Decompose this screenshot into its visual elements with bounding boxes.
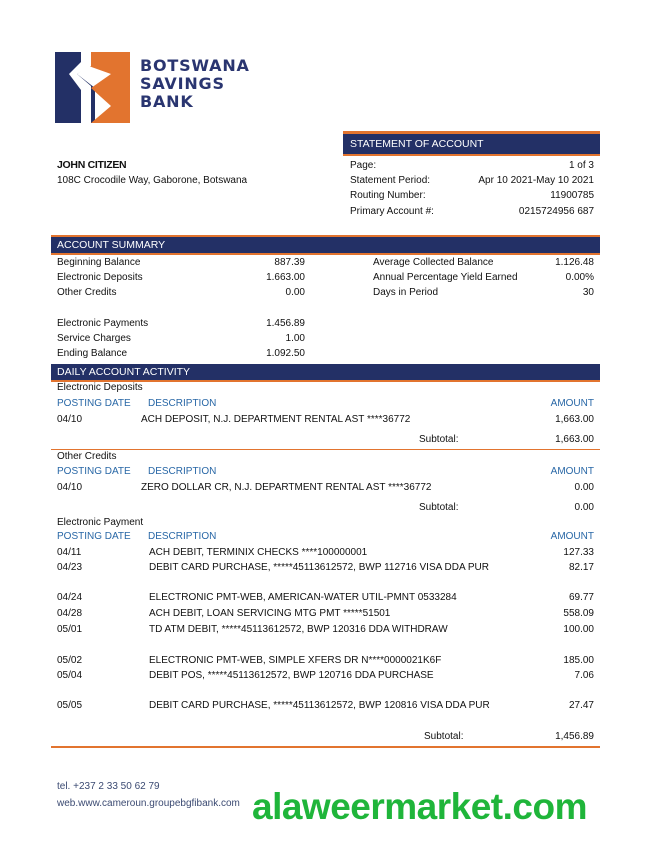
column-header-amount: AMOUNT xyxy=(550,531,594,542)
summary-value: 887.39 xyxy=(274,257,305,268)
statement-label: Routing Number: xyxy=(350,190,426,201)
transaction-description: ACH DEBIT, LOAN SERVICING MTG PMT *****51501 xyxy=(149,608,391,619)
transaction-description: DEBIT CARD PURCHASE, *****45113612572, BWP 112716 VISA DDA PUR xyxy=(149,562,489,573)
transaction-date: 04/23 xyxy=(57,562,83,573)
account-summary-header: ACCOUNT SUMMARY xyxy=(51,237,600,253)
column-header-description: DESCRIPTION xyxy=(148,531,217,542)
footer-website[interactable]: web.www.cameroun.groupebgfibank.com xyxy=(57,798,240,809)
statement-value: Apr 10 2021-May 10 2021 xyxy=(478,175,594,186)
summary-value: 0.00% xyxy=(565,272,594,283)
transaction-amount: 7.06 xyxy=(574,670,594,681)
statement-row-routing xyxy=(350,190,594,201)
transaction-description: ZERO DOLLAR CR, N.J. DEPARTMENT RENTAL AST ****36772 xyxy=(141,482,432,493)
summary-label: Other Credits xyxy=(57,287,117,298)
transaction-amount: 82.17 xyxy=(568,562,594,573)
statement-title-underline xyxy=(343,154,600,156)
transaction-amount: 558.09 xyxy=(563,608,594,619)
bank-logo-icon xyxy=(55,52,130,123)
section-title-payments: Electronic Payment xyxy=(57,517,144,528)
transaction-amount: 185.00 xyxy=(563,655,594,666)
column-header-amount: AMOUNT xyxy=(550,398,594,409)
section-title-deposits: Electronic Deposits xyxy=(57,382,143,393)
transaction-description: ELECTRONIC PMT-WEB, SIMPLE XFERS DR N****0000021K6F xyxy=(149,655,442,666)
transaction-amount: 0.00 xyxy=(574,482,594,493)
transaction-description: DEBIT CARD PURCHASE, *****45113612572, BWP 120816 VISA DDA PUR xyxy=(149,700,490,711)
column-header-date: POSTING DATE xyxy=(57,466,131,477)
transaction-description: TD ATM DEBIT, *****45113612572, BWP 120316 DDA WITHDRAW xyxy=(149,624,448,635)
daily-activity-header: DAILY ACCOUNT ACTIVITY xyxy=(51,364,600,380)
subtotal-value: 1,456.89 xyxy=(555,731,594,742)
summary-label: Service Charges xyxy=(57,333,131,344)
summary-label: Ending Balance xyxy=(57,348,128,359)
transaction-description: DEBIT POS, *****45113612572, BWP 120716 DDA PURCHASE xyxy=(149,670,434,681)
column-header-description: DESCRIPTION xyxy=(148,466,217,477)
transaction-date: 04/24 xyxy=(57,592,83,603)
summary-bottom-line xyxy=(51,253,600,255)
transaction-amount: 27.47 xyxy=(568,700,594,711)
customer-name: JOHN CITIZEN xyxy=(57,159,127,171)
summary-value: 0.00 xyxy=(285,287,305,298)
summary-value: 1.126.48 xyxy=(555,257,594,268)
bank-name-line: BANK xyxy=(140,92,194,111)
statement-label: Page: xyxy=(350,160,377,171)
bank-name-line: BOTSWANA xyxy=(140,56,250,75)
column-header-date: POSTING DATE xyxy=(57,398,131,409)
transaction-amount: 127.33 xyxy=(563,547,594,558)
transaction-date: 04/11 xyxy=(57,547,82,558)
summary-label: Beginning Balance xyxy=(57,257,141,268)
transaction-date: 05/04 xyxy=(57,670,83,681)
statement-title: STATEMENT OF ACCOUNT xyxy=(343,131,600,154)
customer-address: 108C Crocodile Way, Gaborone, Botswana xyxy=(57,175,248,186)
section-bottom-divider xyxy=(51,746,600,748)
transaction-amount: 69.77 xyxy=(568,592,594,603)
summary-label: Electronic Payments xyxy=(57,318,149,329)
transaction-date: 05/05 xyxy=(57,700,83,711)
summary-value: 1.456.89 xyxy=(266,318,305,329)
transaction-date: 04/10 xyxy=(57,482,83,493)
bank-name xyxy=(140,57,250,111)
transaction-description: ACH DEPOSIT, N.J. DEPARTMENT RENTAL AST ****36772 xyxy=(141,414,411,425)
statement-value: 0215724956 687 xyxy=(518,206,594,217)
column-header-date: POSTING DATE xyxy=(57,531,131,542)
summary-label: Average Collected Balance xyxy=(373,257,494,268)
transaction-amount: 1,663.00 xyxy=(555,414,594,425)
transaction-date: 04/28 xyxy=(57,608,83,619)
summary-value: 1.663.00 xyxy=(266,272,305,283)
statement-label: Primary Account #: xyxy=(350,206,434,217)
transaction-description: ACH DEBIT, TERMINIX CHECKS ****100000001 xyxy=(149,547,368,558)
subtotal-label: Subtotal: xyxy=(419,434,459,445)
watermark-text: alaweermarket.com xyxy=(252,786,587,827)
summary-value: 1.00 xyxy=(285,333,305,344)
section-title-other-credits: Other Credits xyxy=(57,451,117,462)
column-header-amount: AMOUNT xyxy=(550,466,594,477)
statement-value: 11900785 xyxy=(550,190,594,201)
transaction-date: 05/01 xyxy=(57,624,83,635)
transaction-date: 04/10 xyxy=(57,414,83,425)
statement-row-period xyxy=(350,175,594,186)
summary-value: 1.092.50 xyxy=(266,348,305,359)
summary-value: 30 xyxy=(582,287,594,298)
transaction-amount: 100.00 xyxy=(563,624,594,635)
statement-label: Statement Period: xyxy=(350,175,431,186)
statement-row-page xyxy=(350,160,594,171)
column-header-description: DESCRIPTION xyxy=(148,398,217,409)
statement-value: 1 of 3 xyxy=(568,160,594,171)
section-divider xyxy=(51,449,600,450)
summary-label: Days in Period xyxy=(373,287,439,298)
subtotal-value: 0.00 xyxy=(574,502,594,513)
bank-name-line: SAVINGS xyxy=(140,74,225,93)
subtotal-label: Subtotal: xyxy=(419,502,459,513)
transaction-description: ELECTRONIC PMT-WEB, AMERICAN-WATER UTIL-PMNT 0533284 xyxy=(149,592,457,603)
summary-label: Electronic Deposits xyxy=(57,272,143,283)
subtotal-value: 1,663.00 xyxy=(555,434,594,445)
statement-row-account xyxy=(350,206,594,217)
summary-label: Annual Percentage Yield Earned xyxy=(373,272,518,283)
transaction-date: 05/02 xyxy=(57,655,83,666)
footer-telephone: tel. +237 2 33 50 62 79 xyxy=(57,781,160,792)
subtotal-label: Subtotal: xyxy=(424,731,464,742)
